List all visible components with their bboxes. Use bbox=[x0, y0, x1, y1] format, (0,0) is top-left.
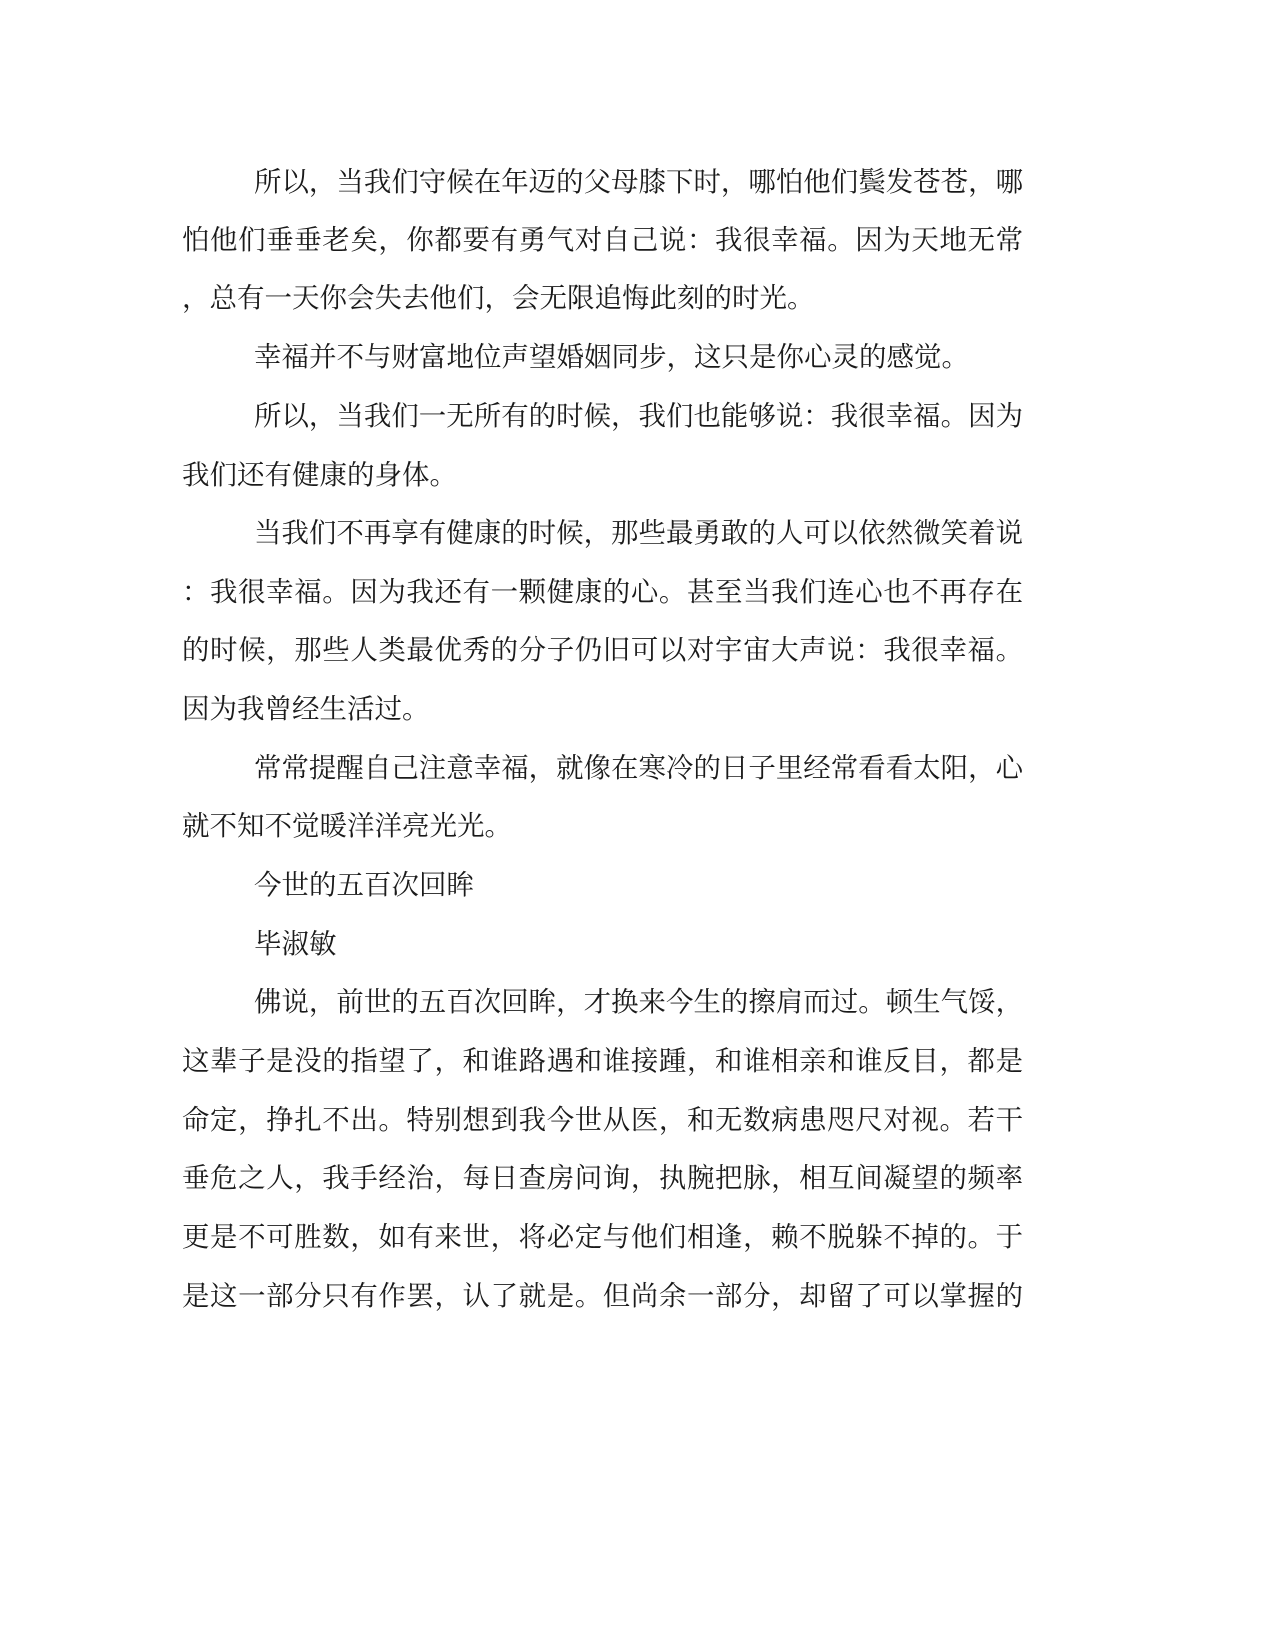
paragraph-text: 是这一部分只有作罢，认了就是。但尚余一部分，却留了可以掌握的 bbox=[182, 1280, 1023, 1312]
paragraph-text: 佛说，前世的五百次回眸，才换来今生的擦肩而过。顿生气馁， bbox=[254, 986, 1023, 1018]
text-line bbox=[0, 689, 1275, 729]
paragraph-text: 我们还有健康的身体。 bbox=[182, 459, 457, 491]
paragraph-text: 所以，当我们一无所有的时候，我们也能够说：我很幸福。因为 bbox=[254, 400, 1023, 432]
paragraph-text: 所以，当我们守候在年迈的父母膝下时，哪怕他们鬓发苍苍，哪 bbox=[254, 166, 1023, 198]
paragraph-text: 幸福并不与财富地位声望婚姻同步，这只是你心灵的感觉。 bbox=[254, 341, 969, 373]
text-line bbox=[0, 865, 1275, 905]
paragraph-text: 命定，挣扎不出。特别想到我今世从医，和无数病患咫尺对视。若干 bbox=[182, 1104, 1023, 1136]
paragraph-text: ：我很幸福。因为我还有一颗健康的心。甚至当我们连心也不再存在 bbox=[182, 576, 1023, 608]
paragraph-text: 垂危之人，我手经治，每日查房问询，执腕把脉，相互间凝望的频率 bbox=[182, 1162, 1023, 1194]
paragraph-text: 更是不可胜数，如有来世，将必定与他们相逢，赖不脱躲不掉的。于 bbox=[182, 1221, 1023, 1253]
text-line bbox=[0, 396, 1275, 436]
text-line bbox=[0, 1158, 1275, 1198]
text-line bbox=[0, 982, 1275, 1022]
paragraph-text: 因为我曾经生活过。 bbox=[182, 693, 430, 725]
text-line bbox=[0, 1276, 1275, 1316]
paragraph-text: 就不知不觉暖洋洋亮光光。 bbox=[182, 810, 512, 842]
paragraph-text: 常常提醒自己注意幸福，就像在寒冷的日子里经常看看太阳，心 bbox=[254, 752, 1023, 784]
paragraph-text: 当我们不再享有健康的时候，那些最勇敢的人可以依然微笑着说 bbox=[254, 517, 1023, 549]
text-line bbox=[0, 748, 1275, 788]
text-line bbox=[0, 337, 1275, 377]
text-line bbox=[0, 455, 1275, 495]
article-title: 今世的五百次回眸 bbox=[254, 869, 474, 901]
text-line bbox=[0, 513, 1275, 553]
text-line bbox=[0, 806, 1275, 846]
paragraph-text: 这辈子是没的指望了，和谁路遇和谁接踵，和谁相亲和谁反目，都是 bbox=[182, 1045, 1023, 1077]
text-line bbox=[0, 162, 1275, 202]
text-line bbox=[0, 924, 1275, 964]
text-line bbox=[0, 572, 1275, 612]
paragraph-text: ，总有一天你会失去他们，会无限追悔此刻的时光。 bbox=[182, 282, 815, 314]
paragraph-text: 怕他们垂垂老矣，你都要有勇气对自己说：我很幸福。因为天地无常 bbox=[182, 224, 1023, 256]
text-line bbox=[0, 1100, 1275, 1140]
text-line bbox=[0, 278, 1275, 318]
text-line bbox=[0, 1041, 1275, 1081]
paragraph-text: 的时候，那些人类最优秀的分子仍旧可以对宇宙大声说：我很幸福。 bbox=[182, 634, 1023, 666]
text-line bbox=[0, 1217, 1275, 1257]
text-line bbox=[0, 220, 1275, 260]
article-author: 毕淑敏 bbox=[254, 928, 337, 960]
text-line bbox=[0, 630, 1275, 670]
